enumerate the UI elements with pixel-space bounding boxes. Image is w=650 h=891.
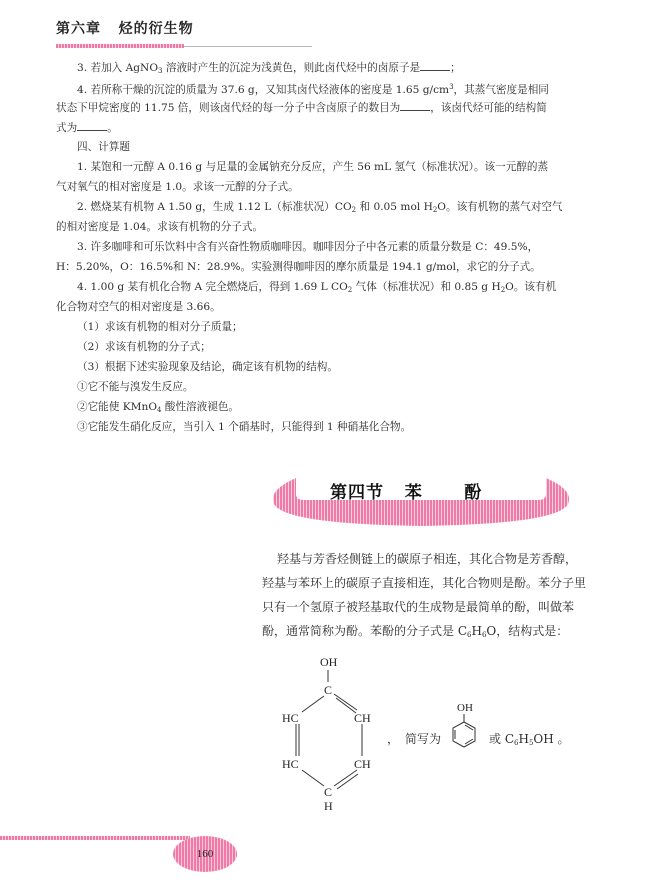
c-bottom-label: C — [324, 785, 333, 799]
intro-line-2: 羟基与苯环上的碳原子直接相连，其化合物则是酚。苯分子里 — [262, 576, 587, 590]
c-top-label: C — [324, 683, 333, 697]
q4-text-c: 状态下甲烷密度的 11.75 倍，则该卤代烃的每一分子中含卤原子的数目为 — [56, 102, 401, 114]
h-text: H — [518, 732, 529, 746]
q4-text-b: ，其蒸气密度是相同 — [453, 84, 549, 96]
ch-lower-right-label: CH — [354, 757, 371, 771]
subscript: 3 — [158, 67, 163, 75]
hc-lower-left-label: HC — [282, 757, 299, 771]
header-gray-rule — [184, 46, 312, 47]
section-heading: 四、计算题 — [77, 141, 130, 153]
p2-text: 2. 燃烧某有机物 A 1.50 g，生成 1.12 L（标准状况）CO — [77, 201, 352, 213]
abbrev-label: 简写为 — [405, 732, 442, 746]
p2-text-c: O。该有机物的蒸气对空气 — [437, 201, 563, 213]
phenol-abbreviated-formula — [387, 700, 585, 760]
problem-4-sub-2: （2）求该有机物的分子式； — [77, 341, 211, 353]
punct: ； — [450, 62, 461, 74]
intro-text-c: O，结构式是： — [486, 624, 569, 638]
problem-1-line-2: 气对氧气的相对密度是 1.0。求该一元醇的分子式。 — [56, 181, 299, 193]
problem-4-line-2: 化合物对空气的相对密度是 3.66。 — [56, 301, 221, 313]
answer-blank — [77, 120, 107, 131]
or-text: 或 C — [489, 732, 514, 746]
answer-blank — [420, 60, 450, 71]
p4-text-c: O。该有机 — [505, 281, 557, 293]
footer-pink-rule — [0, 836, 190, 840]
intro-text: 酚，通常简称为酚。苯酚的分子式是 C — [262, 624, 467, 638]
p2-text-b: 和 0.05 mol H — [356, 201, 433, 213]
section-banner — [268, 468, 574, 528]
p4-text: 4. 1.00 g 某有机化合物 A 完全燃烧后，得到 1.69 L CO — [77, 281, 348, 293]
page-number: 160 — [196, 848, 214, 860]
intro-line-4 — [262, 622, 568, 644]
question-4-line-1 — [77, 80, 549, 97]
problem-2-line-2: 的相对密度是 1.04。求该有机物的分子式。 — [56, 221, 264, 233]
subscript: 6 — [514, 739, 519, 747]
problem-3-line-1: 3. 许多咖啡和可乐饮料中含有兴奋性物质咖啡因。咖啡因分子中各元素的质量分数是 C：49.5%， — [77, 241, 539, 253]
q3-text-b: 溶液时产生的沉淀为浅黄色，则此卤代烃中的卤原子是 — [162, 62, 421, 74]
q4-text-e: 式为 — [56, 122, 78, 134]
problem-4-line-1 — [77, 280, 556, 297]
benzene-ring-icon — [451, 700, 487, 758]
header-pink-rule — [56, 44, 184, 48]
comma: ， — [387, 732, 400, 746]
subscript: 6 — [467, 631, 472, 639]
subscript: 2 — [432, 206, 438, 214]
subscript: 5 — [528, 739, 534, 747]
problem-1-line-1: 1. 某饱和一元醇 A 0.16 g 与足量的金属钠充分反应，产生 56 mL 氢气（标准状况）。该一元醇的蒸 — [77, 161, 549, 173]
chapter-title: 第六章 烃的衍生物 — [56, 21, 194, 37]
q4-text-d: ，该卤代烃可能的结构简 — [430, 102, 547, 114]
condition-3: ③它能发生硝化反应，当引入 1 个硝基时，只能得到 1 种硝基化合物。 — [77, 421, 412, 433]
c2-text: ②它能使 KMnO — [77, 401, 158, 413]
problem-4-sub-1: （1）求该有机物的相对分子质量； — [77, 321, 243, 333]
subscript: 2 — [347, 286, 353, 294]
page-number-badge — [173, 836, 237, 872]
alt-formula — [489, 730, 570, 747]
intro-line-3: 只有一个氢原子被羟基取代的生成物是最简单的酚，叫做苯 — [262, 600, 575, 614]
hc-upper-left-label: HC — [282, 711, 299, 725]
p4-text-b: 气体（标准状况）和 0.85 g H — [352, 281, 501, 293]
q3-text: 3. 若加入 AgNO — [77, 62, 159, 74]
abbrev-oh-label: OH — [457, 702, 473, 714]
question-4-line-2 — [56, 100, 547, 115]
section-title: 第四节 苯 酚 — [330, 483, 483, 503]
condition-1: ①它不能与溴发生反应。 — [77, 381, 194, 393]
subscript: 6 — [481, 631, 487, 639]
problem-2-line-1 — [77, 200, 563, 217]
superscript: 3 — [449, 83, 454, 91]
q4-text: 4. 若所称干燥的沉淀的质量为 37.6 g，又知其卤代烃液体的密度是 1.65 g/cm — [77, 84, 450, 96]
c2-text-b: 酸性溶液褪色。 — [161, 401, 240, 413]
oh-text: OH 。 — [533, 732, 570, 746]
question-3 — [77, 60, 461, 78]
oh-label: OH — [320, 655, 338, 669]
question-4-line-3 — [56, 120, 118, 135]
answer-blank — [400, 100, 430, 111]
condition-2 — [77, 400, 239, 417]
problem-4-sub-3: （3）根据下述实验现象及结论，确定该有机物的结构。 — [77, 361, 338, 373]
subscript: 2 — [351, 206, 357, 214]
h-bottom-label: H — [324, 799, 333, 812]
problem-3-line-2: H：5.20%，O：16.5%和 N：28.9%。实验测得咖啡因的摩尔质量是 194.1 g/mol，求它的分子式。 — [56, 261, 541, 273]
subscript: 4 — [157, 406, 162, 414]
intro-line-1: 羟基与芳香烃侧链上的碳原子相连，其化合物是芳香醇， — [277, 552, 578, 566]
ch-upper-right-label: CH — [354, 711, 371, 725]
punct: 。 — [107, 122, 118, 134]
intro-text-b: H — [471, 624, 482, 638]
subscript: 2 — [500, 286, 506, 294]
